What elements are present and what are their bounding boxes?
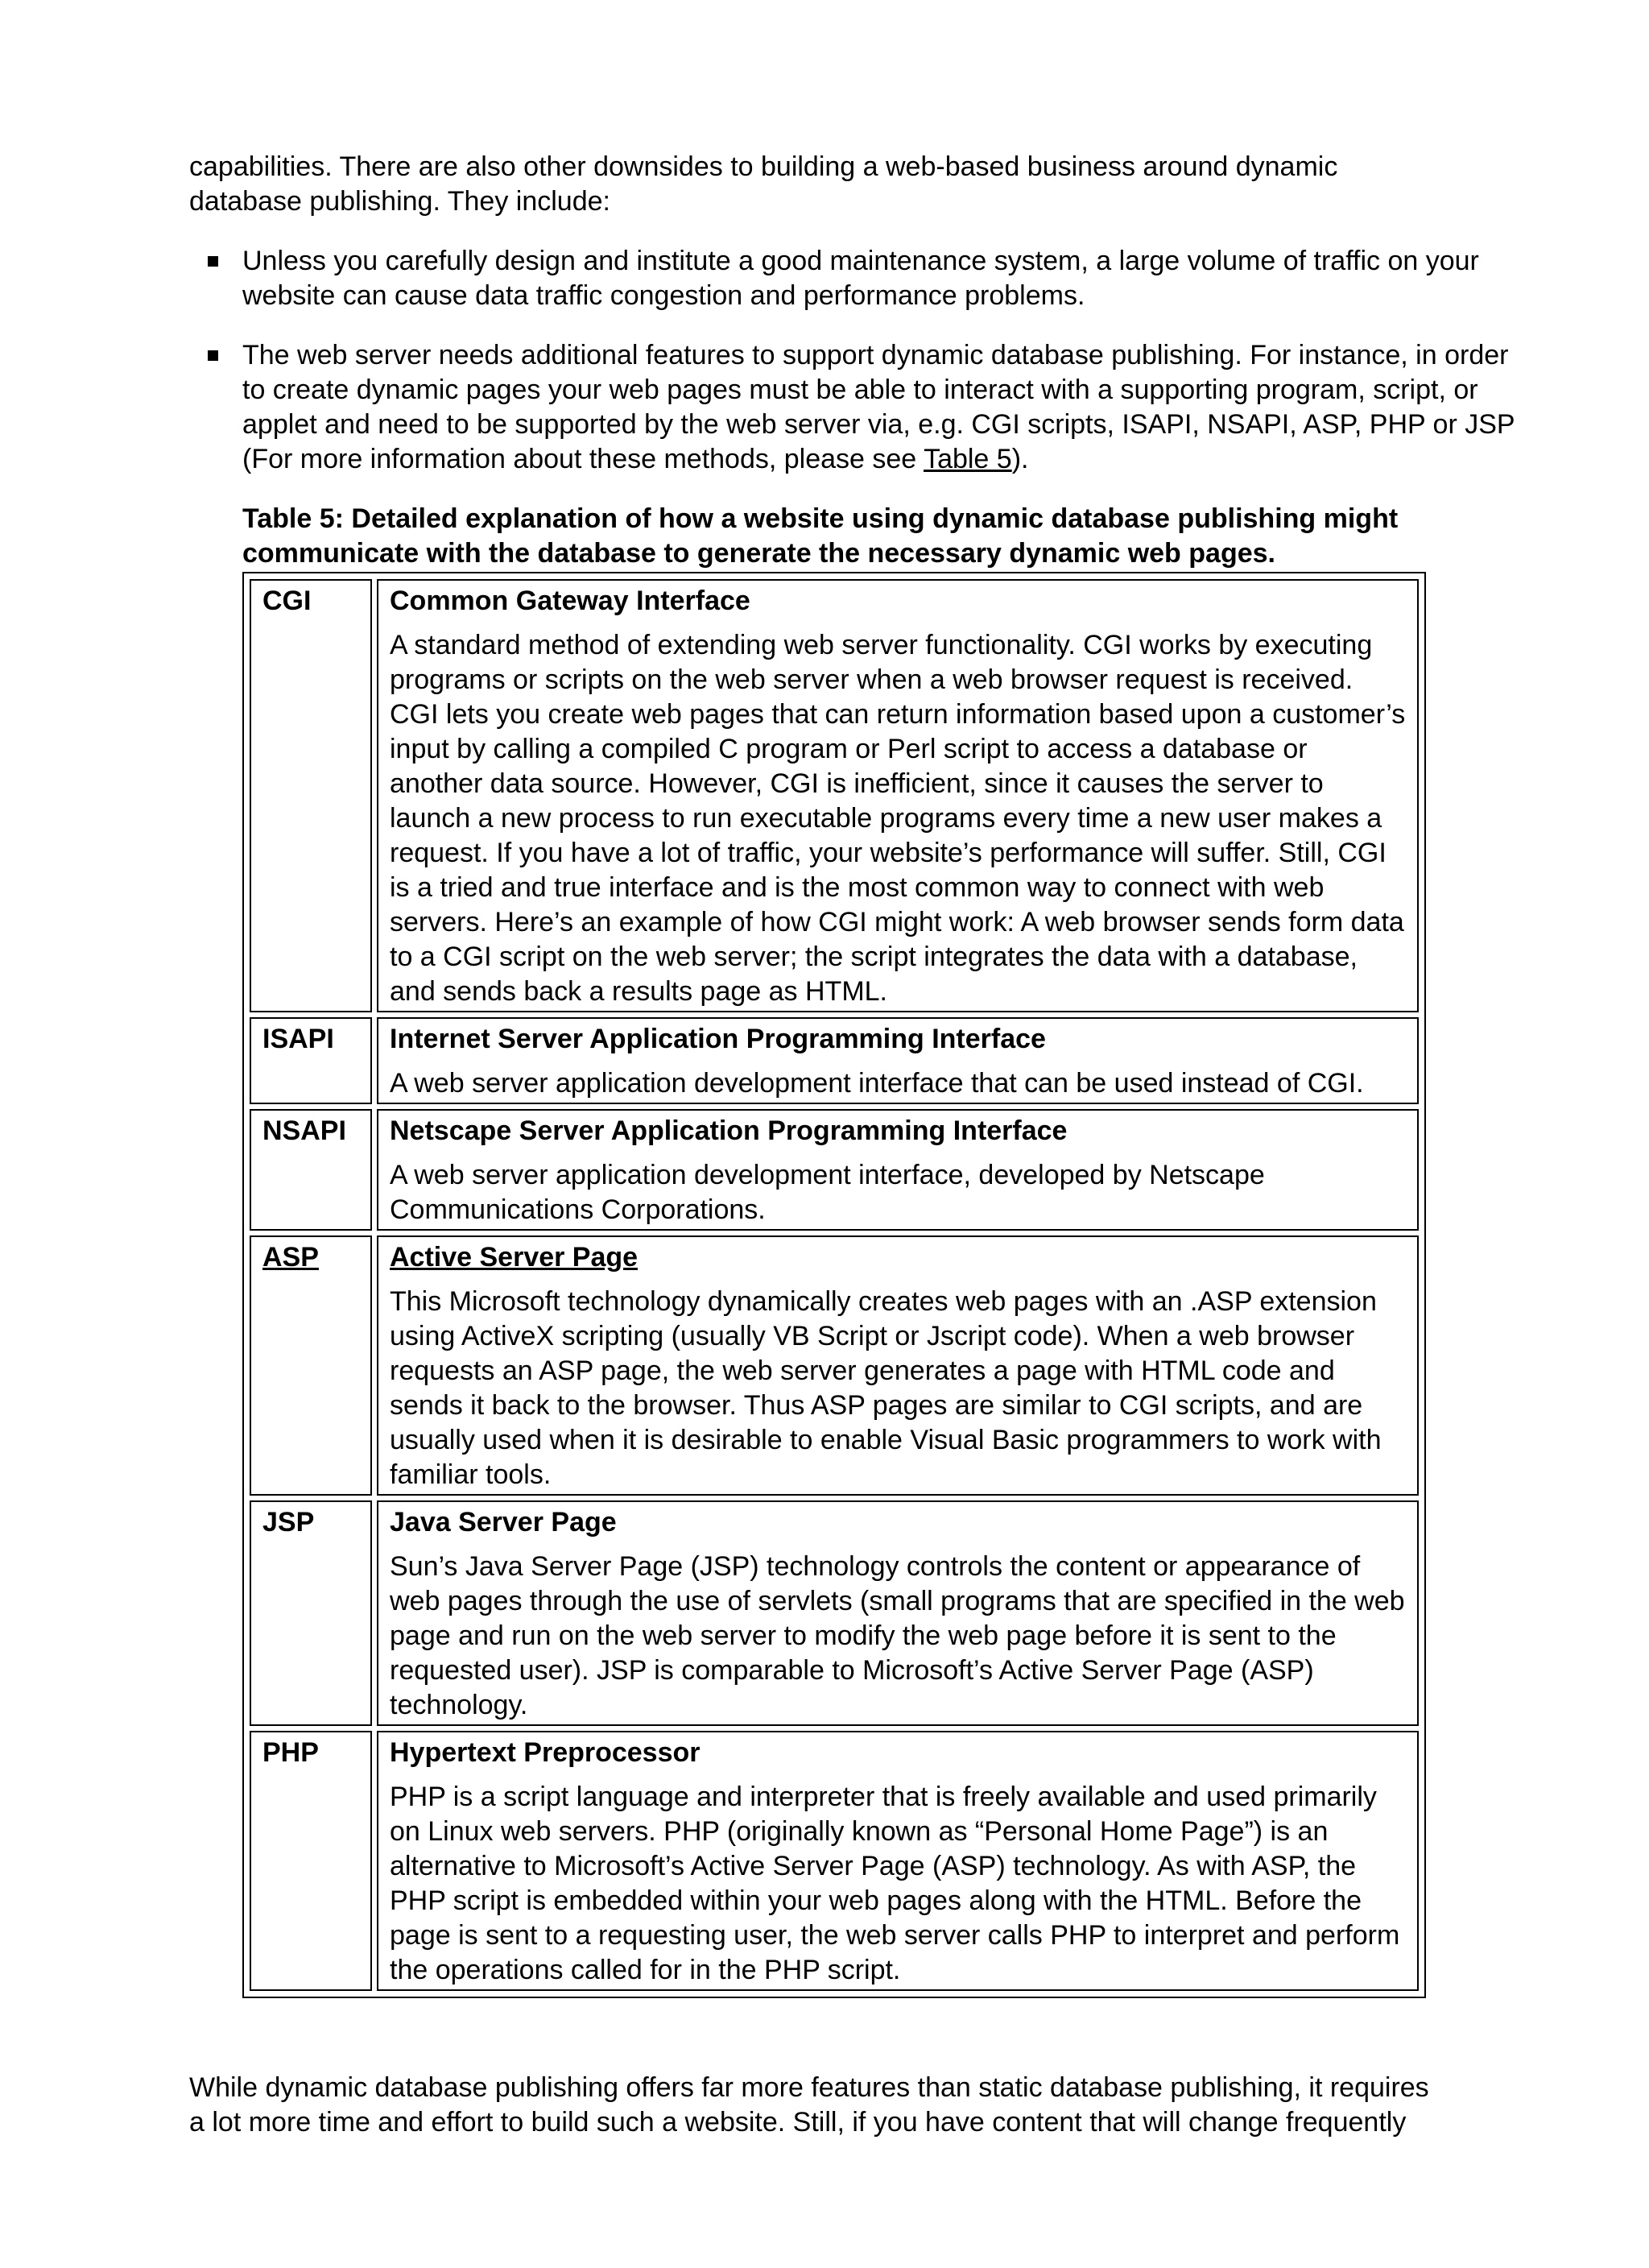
- table-5-link[interactable]: Table 5: [924, 444, 1012, 474]
- bullet-list: [189, 244, 1515, 477]
- document-page: [189, 150, 1515, 2140]
- abbr-cell: ISAPI: [250, 1017, 372, 1104]
- abbr-cell: NSAPI: [250, 1109, 372, 1231]
- description-cell: [377, 1017, 1419, 1104]
- intro-paragraph: [189, 150, 1477, 219]
- bullet-text: The web server needs additional features to support dynamic database publishing. For instance, in order to create dynamic pages your web pages must be able to interact with a supporting program, script, or applet and need to be supported by the web server via, e.g. CGI scripts, ISAPI, NSAPI, ASP, PHP or JSP (For more information about these methods, please see: [242, 340, 1515, 474]
- asp-abbr-link[interactable]: ASP: [262, 1242, 319, 1273]
- bullet-item: [189, 338, 1515, 477]
- table-row: [250, 1017, 1419, 1104]
- intro-line-1: capabilities. There are also other downsides to building a web-based business around dynamic: [189, 151, 1338, 182]
- table-row: [250, 579, 1419, 1012]
- square-bullet-icon: [208, 350, 218, 361]
- abbr-cell: [250, 1235, 372, 1496]
- row-title: Internet Server Application Programming Interface: [390, 1024, 1046, 1054]
- table-row: [250, 1235, 1419, 1496]
- row-title: Netscape Server Application Programming Interface: [390, 1115, 1068, 1146]
- intro-line-2: database publishing. They include:: [189, 186, 610, 217]
- row-body: A web server application development interface, developed by Netscape Communications Corporations.: [390, 1160, 1265, 1225]
- row-body: A web server application development interface that can be used instead of CGI.: [390, 1068, 1364, 1099]
- description-cell: [377, 579, 1419, 1012]
- row-body: This Microsoft technology dynamically creates web pages with an .ASP extension using ActiveX scripting (usually VB Script or Jscript code). When a web browser requests an ASP page, the web server generates a page with HTML code and sends it back to the browser. Thus ASP pages are similar to CGI scripts, and are usually used when it is desirable to enable Visual Basic programmers to work with familiar tools.: [390, 1286, 1382, 1490]
- closing-line-1: While dynamic database publishing offers far more features than static database publishing, it requires: [189, 2072, 1429, 2103]
- row-title: [390, 1240, 1406, 1275]
- bullet-text-end: ).: [1011, 444, 1029, 474]
- abbr-cell: PHP: [250, 1731, 372, 1991]
- row-title: Common Gateway Interface: [390, 586, 750, 616]
- description-cell: [377, 1235, 1419, 1496]
- table-row: [250, 1500, 1419, 1726]
- description-cell: [377, 1109, 1419, 1231]
- row-body: A standard method of extending web server functionality. CGI works by executing programs or scripts on the web server when a web browser request is received. CGI lets you create web pages that can return information based upon a customer’s input by calling a compiled C program or Perl script to access a database or another data source. However, CGI is inefficient, since it causes the server to launch a new process to run executable programs every time a new user makes a request. If you have a lot of traffic, your website’s performance will suffer. Still, CGI is a tried and true interface and is the most common way to connect with web servers. Here’s an example of how CGI might work: A web browser sends form data to a CGI script on the web server; the script integrates the data with a database, and sends back a results page as HTML.: [390, 630, 1406, 1007]
- row-body: PHP is a script language and interpreter that is freely available and used primarily on Linux web servers. PHP (originally known as “Personal Home Page”) is an alternative to Microsoft’s Active Server Page (ASP) technology. As with ASP, the PHP script is embedded within your web pages along with the HTML. Before the page is sent to a requesting user, the web server calls PHP to interpret and perform the operations called for in the PHP script.: [390, 1782, 1400, 1985]
- description-cell: [377, 1500, 1419, 1726]
- bullet-item: [189, 244, 1515, 313]
- description-cell: [377, 1731, 1419, 1991]
- bullet-text: Unless you carefully design and institute a good maintenance system, a large volume of traffic on your website can cause data traffic congestion and performance problems.: [242, 246, 1479, 311]
- square-bullet-icon: [208, 256, 218, 267]
- asp-title-link[interactable]: Active Server Page: [390, 1242, 639, 1273]
- table-caption: Table 5: Detailed explanation of how a website using dynamic database publishing might communicate with the database to generate the necessary dynamic web pages.: [242, 503, 1399, 569]
- row-title: Java Server Page: [390, 1507, 617, 1538]
- row-body: Sun’s Java Server Page (JSP) technology controls the content or appearance of web pages through the use of servlets (small programs that are specified in the web page and run on the web server to modify the web page before it is sent to the requested user). JSP is comparable to Microsoft’s Active Server Page (ASP) technology.: [390, 1551, 1405, 1720]
- abbr-cell: JSP: [250, 1500, 372, 1726]
- closing-line-2: a lot more time and effort to build such a website. Still, if you have content that will change frequently: [189, 2107, 1407, 2138]
- abbr-cell: CGI: [250, 579, 372, 1012]
- methods-table: [242, 572, 1426, 1998]
- table-row: [250, 1731, 1419, 1991]
- row-title: Hypertext Preprocessor: [390, 1737, 701, 1768]
- table-row: [250, 1109, 1419, 1231]
- closing-paragraph: [189, 2071, 1477, 2140]
